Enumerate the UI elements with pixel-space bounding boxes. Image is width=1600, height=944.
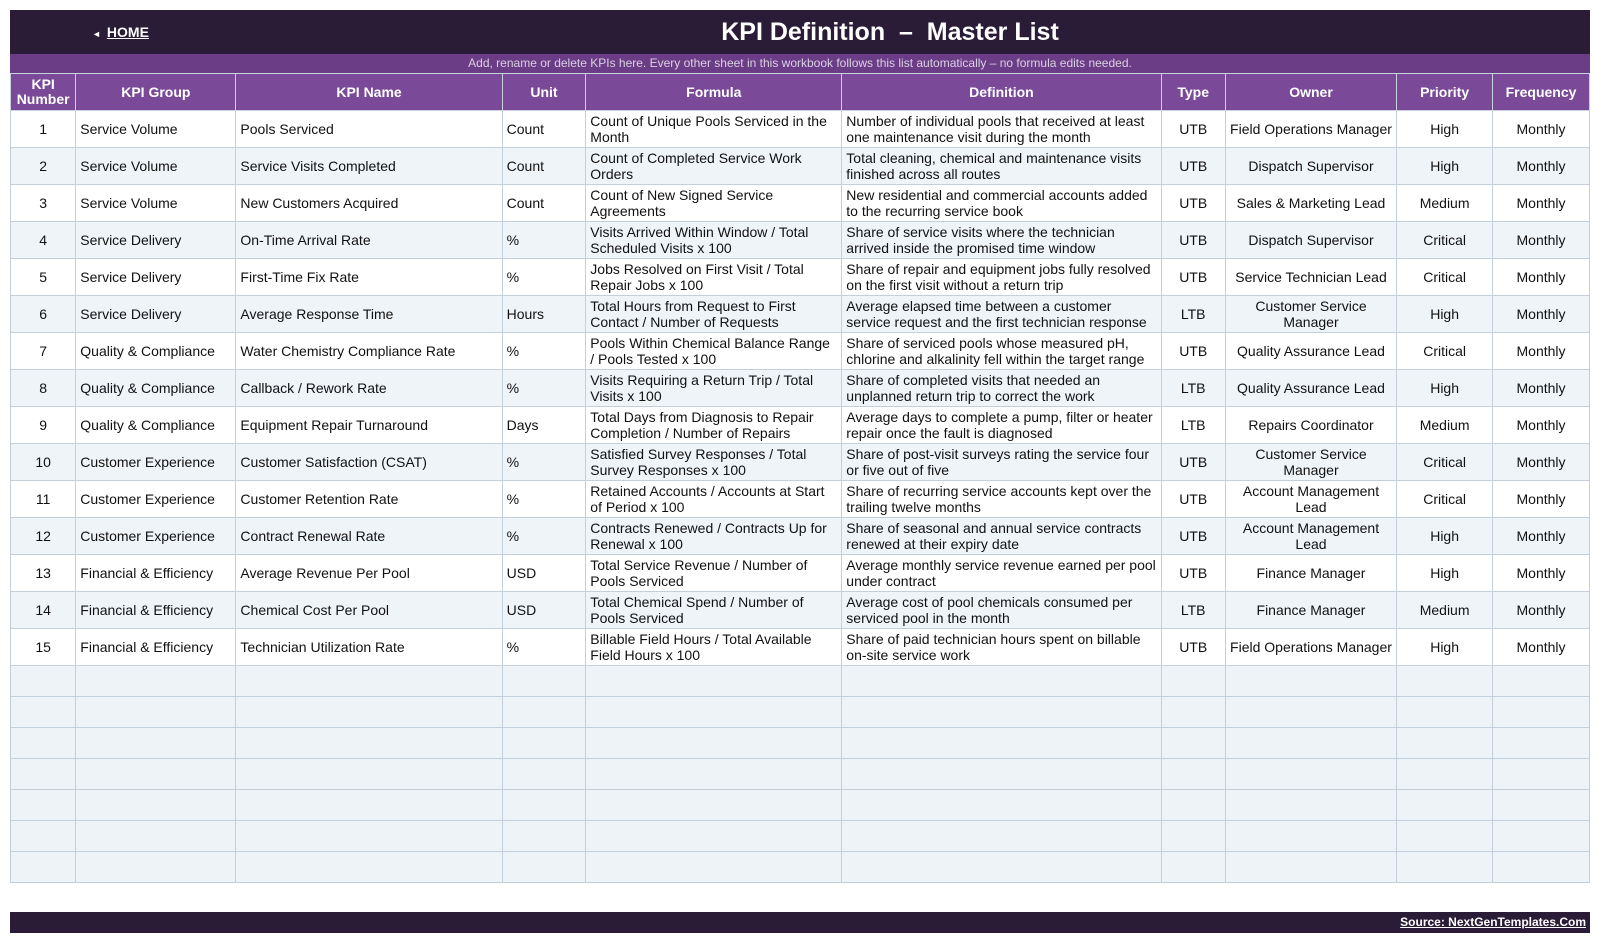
owner-cell[interactable]: Quality Assurance Lead xyxy=(1225,333,1396,370)
priority-cell[interactable]: High xyxy=(1397,518,1493,555)
empty-cell[interactable] xyxy=(236,697,502,728)
kpi-group-cell[interactable]: Customer Experience xyxy=(76,444,236,481)
empty-cell[interactable] xyxy=(236,790,502,821)
frequency-cell[interactable]: Monthly xyxy=(1493,111,1590,148)
definition-cell[interactable]: Share of service visits where the technician arrived inside the promised time window xyxy=(842,222,1161,259)
kpi-table xyxy=(10,73,1590,883)
empty-cell[interactable] xyxy=(1493,821,1590,852)
empty-cell[interactable] xyxy=(1225,666,1396,697)
kpi-number-cell[interactable]: 4 xyxy=(11,222,76,259)
priority-cell[interactable]: High xyxy=(1397,629,1493,666)
owner-cell[interactable]: Finance Manager xyxy=(1225,555,1396,592)
kpi-name-cell[interactable]: First-Time Fix Rate xyxy=(236,259,502,296)
definition-cell[interactable]: Total cleaning, chemical and maintenance visits finished across all routes xyxy=(842,148,1161,185)
table-row xyxy=(11,444,1590,481)
empty-cell[interactable] xyxy=(76,728,236,759)
page-title: KPI Definition – Master List xyxy=(721,18,1059,46)
table-row xyxy=(11,185,1590,222)
definition-cell[interactable]: Share of post-visit surveys rating the service four or five out of five xyxy=(842,444,1161,481)
formula-cell[interactable]: Count of New Signed Service Agreements xyxy=(586,185,842,222)
unit-cell[interactable]: % xyxy=(502,259,586,296)
frequency-cell[interactable]: Monthly xyxy=(1493,370,1590,407)
empty-cell[interactable] xyxy=(842,697,1161,728)
definition-cell[interactable]: Share of serviced pools whose measured pH, chlorine and alkalinity fell within the target range xyxy=(842,333,1161,370)
kpi-name-cell[interactable]: Pools Serviced xyxy=(236,111,502,148)
kpi-group-cell[interactable]: Service Delivery xyxy=(76,296,236,333)
kpi-group-cell[interactable]: Financial & Efficiency xyxy=(76,555,236,592)
formula-cell[interactable]: Pools Within Chemical Balance Range / Pools Tested x 100 xyxy=(586,333,842,370)
unit-cell[interactable]: % xyxy=(502,444,586,481)
kpi-group-cell[interactable]: Quality & Compliance xyxy=(76,333,236,370)
kpi-group-cell[interactable]: Customer Experience xyxy=(76,481,236,518)
home-label: HOME xyxy=(106,24,149,40)
table-row xyxy=(11,555,1590,592)
owner-cell[interactable]: Dispatch Supervisor xyxy=(1225,222,1396,259)
definition-cell[interactable]: Average days to complete a pump, filter or heater repair once the fault is diagnosed xyxy=(842,407,1161,444)
empty-cell[interactable] xyxy=(1493,697,1590,728)
empty-cell[interactable] xyxy=(76,852,236,883)
unit-cell[interactable]: % xyxy=(502,629,586,666)
kpi-number-cell[interactable]: 6 xyxy=(11,296,76,333)
kpi-number-cell[interactable]: 8 xyxy=(11,370,76,407)
empty-cell[interactable] xyxy=(586,821,842,852)
empty-cell[interactable] xyxy=(236,852,502,883)
empty-cell[interactable] xyxy=(1225,759,1396,790)
subtitle: Add, rename or delete KPIs here. Every other sheet in this workbook follows this list automatically – no formula edits needed. xyxy=(10,54,1590,73)
unit-cell[interactable]: % xyxy=(502,333,586,370)
empty-cell[interactable] xyxy=(842,666,1161,697)
empty-cell[interactable] xyxy=(1225,728,1396,759)
empty-cell[interactable] xyxy=(76,790,236,821)
owner-cell[interactable]: Account Management Lead xyxy=(1225,481,1396,518)
kpi-group-cell[interactable]: Service Delivery xyxy=(76,222,236,259)
frequency-cell[interactable]: Monthly xyxy=(1493,333,1590,370)
unit-cell[interactable]: % xyxy=(502,370,586,407)
kpi-number-cell[interactable]: 9 xyxy=(11,407,76,444)
kpi-group-cell[interactable]: Service Volume xyxy=(76,185,236,222)
empty-cell[interactable] xyxy=(1225,821,1396,852)
empty-cell[interactable] xyxy=(842,852,1161,883)
kpi-name-cell[interactable]: Technician Utilization Rate xyxy=(236,629,502,666)
kpi-group-cell[interactable]: Customer Experience xyxy=(76,518,236,555)
type-cell[interactable]: UTB xyxy=(1161,444,1225,481)
unit-cell[interactable]: Count xyxy=(502,111,586,148)
owner-cell[interactable]: Field Operations Manager xyxy=(1225,111,1396,148)
table-row xyxy=(11,148,1590,185)
empty-cell[interactable] xyxy=(11,728,76,759)
type-cell[interactable]: UTB xyxy=(1161,518,1225,555)
owner-cell[interactable]: Customer Service Manager xyxy=(1225,444,1396,481)
table-row xyxy=(11,592,1590,629)
priority-cell[interactable]: High xyxy=(1397,296,1493,333)
empty-cell[interactable] xyxy=(236,666,502,697)
kpi-sheet xyxy=(10,10,1590,883)
kpi-group-cell[interactable]: Service Volume xyxy=(76,148,236,185)
kpi-group-cell[interactable]: Quality & Compliance xyxy=(76,370,236,407)
priority-cell[interactable]: Medium xyxy=(1397,185,1493,222)
empty-cell[interactable] xyxy=(502,821,586,852)
frequency-cell[interactable]: Monthly xyxy=(1493,518,1590,555)
formula-cell[interactable]: Satisfied Survey Responses / Total Survey Responses x 100 xyxy=(586,444,842,481)
formula-cell[interactable]: Total Chemical Spend / Number of Pools Serviced xyxy=(586,592,842,629)
empty-cell[interactable] xyxy=(1397,790,1493,821)
kpi-number-cell[interactable]: 5 xyxy=(11,259,76,296)
priority-cell[interactable]: High xyxy=(1397,148,1493,185)
owner-cell[interactable]: Finance Manager xyxy=(1225,592,1396,629)
type-cell[interactable]: UTB xyxy=(1161,185,1225,222)
kpi-group-cell[interactable]: Quality & Compliance xyxy=(76,407,236,444)
formula-cell[interactable]: Retained Accounts / Accounts at Start of Period x 100 xyxy=(586,481,842,518)
header-row xyxy=(11,74,1590,111)
kpi-number-cell[interactable]: 7 xyxy=(11,333,76,370)
empty-row xyxy=(11,821,1590,852)
kpi-group-cell[interactable]: Financial & Efficiency xyxy=(76,592,236,629)
empty-cell[interactable] xyxy=(842,759,1161,790)
owner-cell[interactable]: Quality Assurance Lead xyxy=(1225,370,1396,407)
kpi-number-cell[interactable]: 10 xyxy=(11,444,76,481)
kpi-number-cell[interactable]: 2 xyxy=(11,148,76,185)
empty-cell[interactable] xyxy=(502,697,586,728)
table-row xyxy=(11,481,1590,518)
empty-cell[interactable] xyxy=(1225,852,1396,883)
empty-cell[interactable] xyxy=(586,852,842,883)
type-cell[interactable]: UTB xyxy=(1161,333,1225,370)
definition-cell[interactable]: Share of seasonal and annual service contracts renewed at their expiry date xyxy=(842,518,1161,555)
empty-cell[interactable] xyxy=(1397,759,1493,790)
kpi-number-cell[interactable]: 11 xyxy=(11,481,76,518)
column-header-kpi-number[interactable]: KPI Number xyxy=(11,74,76,111)
empty-cell[interactable] xyxy=(11,697,76,728)
owner-cell[interactable]: Field Operations Manager xyxy=(1225,629,1396,666)
kpi-number-cell[interactable]: 12 xyxy=(11,518,76,555)
kpi-name-cell[interactable]: On-Time Arrival Rate xyxy=(236,222,502,259)
kpi-group-cell[interactable]: Financial & Efficiency xyxy=(76,629,236,666)
column-header-kpi-group[interactable]: KPI Group xyxy=(76,74,236,111)
column-header-kpi-name[interactable]: KPI Name xyxy=(236,74,502,111)
kpi-name-cell[interactable]: New Customers Acquired xyxy=(236,185,502,222)
frequency-cell[interactable]: Monthly xyxy=(1493,407,1590,444)
definition-cell[interactable]: Average monthly service revenue earned per pool under contract xyxy=(842,555,1161,592)
formula-cell[interactable]: Total Service Revenue / Number of Pools Serviced xyxy=(586,555,842,592)
empty-cell[interactable] xyxy=(1397,697,1493,728)
type-cell[interactable]: UTB xyxy=(1161,111,1225,148)
definition-cell[interactable]: Share of recurring service accounts kept over the trailing twelve months xyxy=(842,481,1161,518)
empty-cell[interactable] xyxy=(1493,852,1590,883)
formula-cell[interactable]: Count of Unique Pools Serviced in the Month xyxy=(586,111,842,148)
unit-cell[interactable]: Days xyxy=(502,407,586,444)
priority-cell[interactable]: Medium xyxy=(1397,592,1493,629)
unit-cell[interactable]: Hours xyxy=(502,296,586,333)
table-row xyxy=(11,629,1590,666)
empty-cell[interactable] xyxy=(236,728,502,759)
kpi-table-body xyxy=(11,111,1590,883)
frequency-cell[interactable]: Monthly xyxy=(1493,555,1590,592)
column-header-definition[interactable]: Definition xyxy=(842,74,1161,111)
formula-cell[interactable]: Total Hours from Request to First Contact / Number of Requests xyxy=(586,296,842,333)
formula-cell[interactable]: Total Days from Diagnosis to Repair Completion / Number of Repairs xyxy=(586,407,842,444)
column-header-type[interactable]: Type xyxy=(1161,74,1225,111)
empty-cell[interactable] xyxy=(1493,759,1590,790)
empty-cell[interactable] xyxy=(76,821,236,852)
unit-cell[interactable]: Count xyxy=(502,148,586,185)
owner-cell[interactable]: Service Technician Lead xyxy=(1225,259,1396,296)
empty-cell[interactable] xyxy=(502,852,586,883)
source-link[interactable]: Source: NextGenTemplates.Com xyxy=(1400,915,1586,929)
kpi-name-cell[interactable]: Water Chemistry Compliance Rate xyxy=(236,333,502,370)
empty-cell[interactable] xyxy=(586,697,842,728)
empty-cell[interactable] xyxy=(1493,790,1590,821)
empty-cell[interactable] xyxy=(11,666,76,697)
frequency-cell[interactable]: Monthly xyxy=(1493,222,1590,259)
kpi-number-cell[interactable]: 15 xyxy=(11,629,76,666)
column-header-owner[interactable]: Owner xyxy=(1225,74,1396,111)
empty-cell[interactable] xyxy=(1397,728,1493,759)
empty-cell[interactable] xyxy=(502,666,586,697)
empty-cell[interactable] xyxy=(586,790,842,821)
kpi-name-cell[interactable]: Service Visits Completed xyxy=(236,148,502,185)
empty-cell[interactable] xyxy=(502,790,586,821)
table-row xyxy=(11,407,1590,444)
owner-cell[interactable]: Sales & Marketing Lead xyxy=(1225,185,1396,222)
kpi-name-cell[interactable]: Average Revenue Per Pool xyxy=(236,555,502,592)
column-header-formula[interactable]: Formula xyxy=(586,74,842,111)
frequency-cell[interactable]: Monthly xyxy=(1493,296,1590,333)
type-cell[interactable]: UTB xyxy=(1161,555,1225,592)
definition-cell[interactable]: Share of paid technician hours spent on billable on-site service work xyxy=(842,629,1161,666)
priority-cell[interactable]: Critical xyxy=(1397,481,1493,518)
empty-cell[interactable] xyxy=(1161,697,1225,728)
formula-cell[interactable]: Visits Requiring a Return Trip / Total Visits x 100 xyxy=(586,370,842,407)
type-cell[interactable]: LTB xyxy=(1161,296,1225,333)
empty-cell[interactable] xyxy=(1225,697,1396,728)
definition-cell[interactable]: Average cost of pool chemicals consumed per serviced pool in the month xyxy=(842,592,1161,629)
empty-row xyxy=(11,697,1590,728)
definition-cell[interactable]: Share of completed visits that needed an unplanned return trip to correct the work xyxy=(842,370,1161,407)
empty-cell[interactable] xyxy=(502,759,586,790)
empty-cell[interactable] xyxy=(1161,666,1225,697)
owner-cell[interactable]: Repairs Coordinator xyxy=(1225,407,1396,444)
frequency-cell[interactable]: Monthly xyxy=(1493,148,1590,185)
frequency-cell[interactable]: Monthly xyxy=(1493,592,1590,629)
kpi-number-cell[interactable]: 3 xyxy=(11,185,76,222)
kpi-name-cell[interactable]: Average Response Time xyxy=(236,296,502,333)
empty-cell[interactable] xyxy=(586,666,842,697)
column-header-frequency[interactable]: Frequency xyxy=(1493,74,1590,111)
type-cell[interactable]: LTB xyxy=(1161,370,1225,407)
type-cell[interactable]: UTB xyxy=(1161,481,1225,518)
empty-cell[interactable] xyxy=(76,666,236,697)
empty-cell[interactable] xyxy=(1397,852,1493,883)
empty-cell[interactable] xyxy=(1493,728,1590,759)
empty-cell[interactable] xyxy=(1397,821,1493,852)
empty-cell[interactable] xyxy=(842,821,1161,852)
priority-cell[interactable]: Critical xyxy=(1397,259,1493,296)
type-cell[interactable]: LTB xyxy=(1161,592,1225,629)
type-cell[interactable]: UTB xyxy=(1161,259,1225,296)
empty-cell[interactable] xyxy=(1225,790,1396,821)
empty-cell[interactable] xyxy=(842,790,1161,821)
empty-cell[interactable] xyxy=(842,728,1161,759)
empty-cell[interactable] xyxy=(11,759,76,790)
kpi-number-cell[interactable]: 1 xyxy=(11,111,76,148)
empty-row xyxy=(11,728,1590,759)
unit-cell[interactable]: % xyxy=(502,481,586,518)
table-row xyxy=(11,518,1590,555)
formula-cell[interactable]: Visits Arrived Within Window / Total Scheduled Visits x 100 xyxy=(586,222,842,259)
kpi-name-cell[interactable]: Chemical Cost Per Pool xyxy=(236,592,502,629)
column-header-priority[interactable]: Priority xyxy=(1397,74,1493,111)
footer-bar xyxy=(10,912,1590,933)
frequency-cell[interactable]: Monthly xyxy=(1493,185,1590,222)
kpi-name-cell[interactable]: Contract Renewal Rate xyxy=(236,518,502,555)
unit-cell[interactable]: USD xyxy=(502,555,586,592)
unit-cell[interactable]: USD xyxy=(502,592,586,629)
empty-cell[interactable] xyxy=(1161,759,1225,790)
table-row xyxy=(11,111,1590,148)
formula-cell[interactable]: Count of Completed Service Work Orders xyxy=(586,148,842,185)
empty-cell[interactable] xyxy=(236,821,502,852)
unit-cell[interactable]: % xyxy=(502,222,586,259)
table-row xyxy=(11,370,1590,407)
empty-cell[interactable] xyxy=(1493,666,1590,697)
title-bar xyxy=(10,10,1590,54)
kpi-number-cell[interactable]: 14 xyxy=(11,592,76,629)
formula-cell[interactable]: Billable Field Hours / Total Available Field Hours x 100 xyxy=(586,629,842,666)
empty-cell[interactable] xyxy=(1161,852,1225,883)
owner-cell[interactable]: Dispatch Supervisor xyxy=(1225,148,1396,185)
kpi-group-cell[interactable]: Service Delivery xyxy=(76,259,236,296)
priority-cell[interactable]: Critical xyxy=(1397,333,1493,370)
unit-cell[interactable]: % xyxy=(502,518,586,555)
kpi-name-cell[interactable]: Callback / Rework Rate xyxy=(236,370,502,407)
empty-cell[interactable] xyxy=(1161,790,1225,821)
table-row xyxy=(11,222,1590,259)
empty-cell[interactable] xyxy=(586,759,842,790)
priority-cell[interactable]: Medium xyxy=(1397,407,1493,444)
priority-cell[interactable]: High xyxy=(1397,370,1493,407)
kpi-name-cell[interactable]: Customer Satisfaction (CSAT) xyxy=(236,444,502,481)
type-cell[interactable]: UTB xyxy=(1161,629,1225,666)
empty-cell[interactable] xyxy=(11,852,76,883)
frequency-cell[interactable]: Monthly xyxy=(1493,259,1590,296)
empty-cell[interactable] xyxy=(1161,728,1225,759)
formula-cell[interactable]: Contracts Renewed / Contracts Up for Renewal x 100 xyxy=(586,518,842,555)
priority-cell[interactable]: Critical xyxy=(1397,222,1493,259)
definition-cell[interactable]: Share of repair and equipment jobs fully resolved on the first visit without a return trip xyxy=(842,259,1161,296)
table-row xyxy=(11,333,1590,370)
empty-row xyxy=(11,666,1590,697)
empty-row xyxy=(11,852,1590,883)
kpi-name-cell[interactable]: Equipment Repair Turnaround xyxy=(236,407,502,444)
owner-cell[interactable]: Customer Service Manager xyxy=(1225,296,1396,333)
empty-cell[interactable] xyxy=(502,728,586,759)
empty-cell[interactable] xyxy=(76,759,236,790)
priority-cell[interactable]: Critical xyxy=(1397,444,1493,481)
definition-cell[interactable]: Number of individual pools that received at least one maintenance visit during the month xyxy=(842,111,1161,148)
frequency-cell[interactable]: Monthly xyxy=(1493,629,1590,666)
type-cell[interactable]: UTB xyxy=(1161,222,1225,259)
empty-cell[interactable] xyxy=(11,790,76,821)
unit-cell[interactable]: Count xyxy=(502,185,586,222)
empty-cell[interactable] xyxy=(1161,821,1225,852)
empty-cell[interactable] xyxy=(1397,666,1493,697)
empty-cell[interactable] xyxy=(76,697,236,728)
formula-cell[interactable]: Jobs Resolved on First Visit / Total Repair Jobs x 100 xyxy=(586,259,842,296)
table-row xyxy=(11,259,1590,296)
owner-cell[interactable]: Account Management Lead xyxy=(1225,518,1396,555)
kpi-name-cell[interactable]: Customer Retention Rate xyxy=(236,481,502,518)
empty-row xyxy=(11,790,1590,821)
table-row xyxy=(11,296,1590,333)
definition-cell[interactable]: Average elapsed time between a customer service request and the first technician response xyxy=(842,296,1161,333)
priority-cell[interactable]: High xyxy=(1397,111,1493,148)
kpi-group-cell[interactable]: Service Volume xyxy=(76,111,236,148)
type-cell[interactable]: LTB xyxy=(1161,407,1225,444)
frequency-cell[interactable]: Monthly xyxy=(1493,481,1590,518)
left-arrow-icon: ◄ xyxy=(92,29,101,39)
priority-cell[interactable]: High xyxy=(1397,555,1493,592)
type-cell[interactable]: UTB xyxy=(1161,148,1225,185)
empty-cell[interactable] xyxy=(586,728,842,759)
empty-row xyxy=(11,759,1590,790)
empty-cell[interactable] xyxy=(236,759,502,790)
frequency-cell[interactable]: Monthly xyxy=(1493,444,1590,481)
column-header-unit[interactable]: Unit xyxy=(502,74,586,111)
kpi-number-cell[interactable]: 13 xyxy=(11,555,76,592)
definition-cell[interactable]: New residential and commercial accounts added to the recurring service book xyxy=(842,185,1161,222)
empty-cell[interactable] xyxy=(11,821,76,852)
